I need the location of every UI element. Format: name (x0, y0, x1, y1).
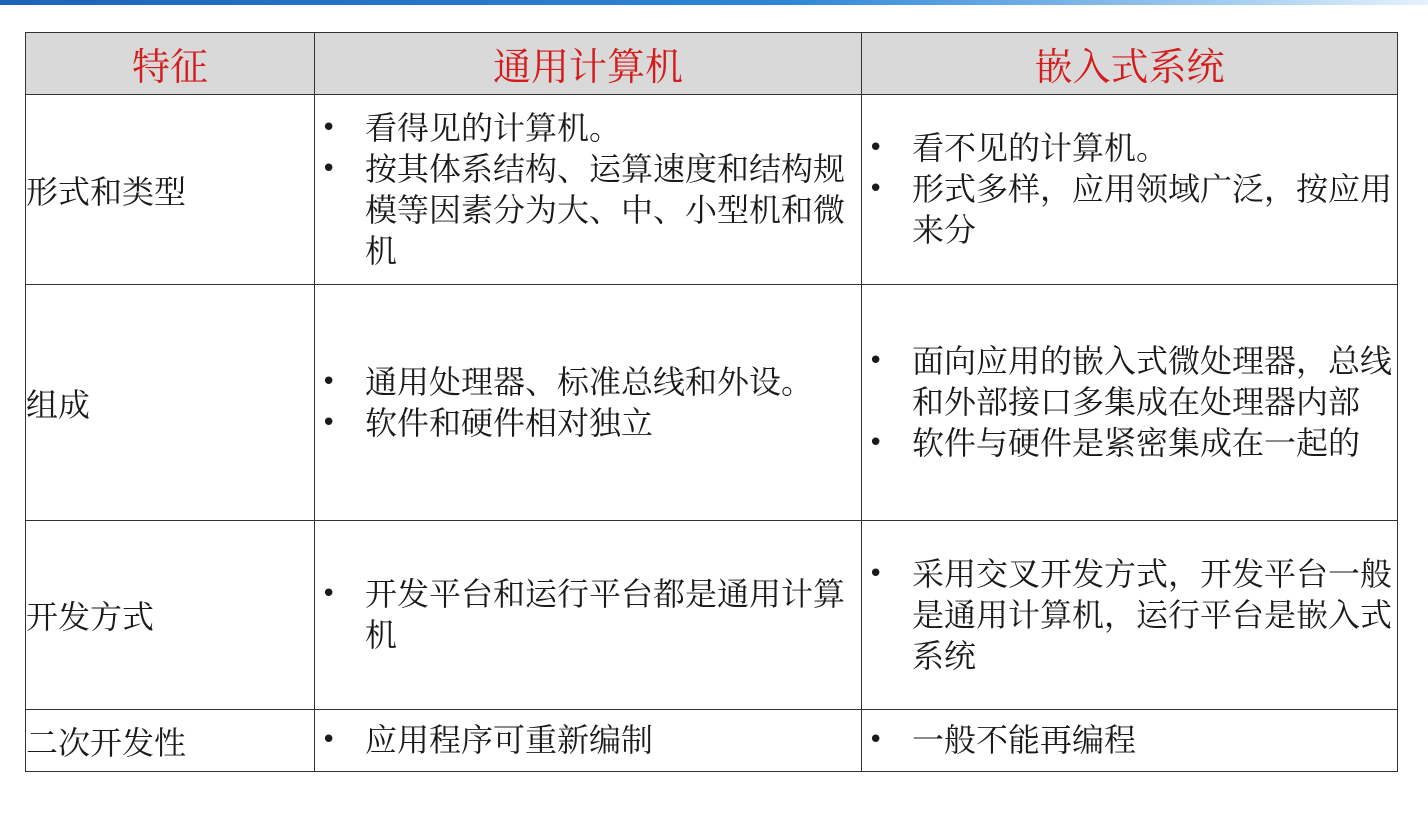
header-embedded-system: 嵌入式系统 (862, 33, 1398, 95)
bullet-list (315, 720, 861, 761)
list-item (315, 403, 861, 444)
embedded-cell (862, 285, 1398, 521)
embedded-cell (862, 521, 1398, 710)
table-row (26, 521, 1398, 710)
feature-cell: 组成 (26, 285, 315, 521)
list-item (315, 149, 861, 272)
bullet-icon: • (321, 579, 337, 609)
bullet-icon: • (321, 153, 337, 184)
list-item (315, 108, 861, 149)
feature-cell: 形式和类型 (26, 95, 315, 285)
bullet-icon: • (321, 112, 337, 143)
bullet-list (315, 108, 861, 272)
list-item (862, 423, 1397, 464)
general-cell (315, 521, 862, 710)
header-row (26, 33, 1398, 95)
general-cell (315, 285, 862, 521)
table-row (26, 710, 1398, 772)
top-accent-bar (0, 0, 1428, 5)
list-item (862, 720, 1397, 761)
list-item (862, 128, 1397, 169)
header-feature: 特征 (26, 33, 315, 95)
bullet-list (862, 341, 1397, 464)
list-item-text: 一般不能再编程 (912, 721, 1137, 759)
table-row (26, 95, 1398, 285)
bullet-icon: • (868, 174, 884, 204)
bullet-icon: • (868, 346, 884, 376)
bullet-list (862, 554, 1397, 677)
list-item-text: 看不见的计算机。 (912, 129, 1169, 167)
list-item-text: 通用处理器、标准总线和外设。 (365, 362, 814, 401)
list-item-text: 面向应用的嵌入式微处理器，总线和外部接口多集成在处理器内部 (912, 342, 1393, 421)
bullet-icon: • (868, 725, 884, 755)
list-item (315, 362, 861, 403)
list-item-text: 形式多样，应用领域广泛，按应用来分 (912, 170, 1393, 249)
feature-cell: 二次开发性 (26, 710, 315, 772)
bullet-icon: • (868, 558, 884, 589)
table-row (26, 285, 1398, 521)
bullet-list (862, 720, 1397, 761)
list-item-text: 应用程序可重新编制 (365, 721, 654, 759)
feature-cell: 开发方式 (26, 521, 315, 710)
list-item-text: 看得见的计算机。 (365, 108, 622, 147)
bullet-icon: • (321, 407, 337, 438)
bullet-list (862, 128, 1397, 251)
embedded-cell (862, 710, 1398, 772)
general-cell (315, 710, 862, 772)
list-item-text: 开发平台和运行平台都是通用计算机 (365, 575, 846, 654)
bullet-icon: • (868, 133, 884, 163)
bullet-icon: • (868, 428, 884, 458)
comparison-table (25, 32, 1398, 772)
list-item (862, 341, 1397, 423)
list-item-text: 软件和硬件相对独立 (365, 403, 654, 442)
list-item-text: 软件与硬件是紧密集成在一起的 (912, 424, 1361, 462)
list-item-text: 采用交叉开发方式，开发平台一般是通用计算机，运行平台是嵌入式系统 (912, 554, 1393, 675)
bullet-icon: • (321, 366, 337, 397)
bullet-list (315, 362, 861, 444)
list-item (315, 574, 861, 656)
list-item (862, 554, 1397, 677)
header-general-computer: 通用计算机 (315, 33, 862, 95)
embedded-cell (862, 95, 1398, 285)
list-item-text: 按其体系结构、运算速度和结构规模等因素分为大、中、小型机和微机 (365, 149, 846, 270)
general-cell (315, 95, 862, 285)
list-item (315, 720, 861, 761)
bullet-icon: • (321, 725, 337, 755)
bullet-list (315, 574, 861, 656)
list-item (862, 169, 1397, 251)
